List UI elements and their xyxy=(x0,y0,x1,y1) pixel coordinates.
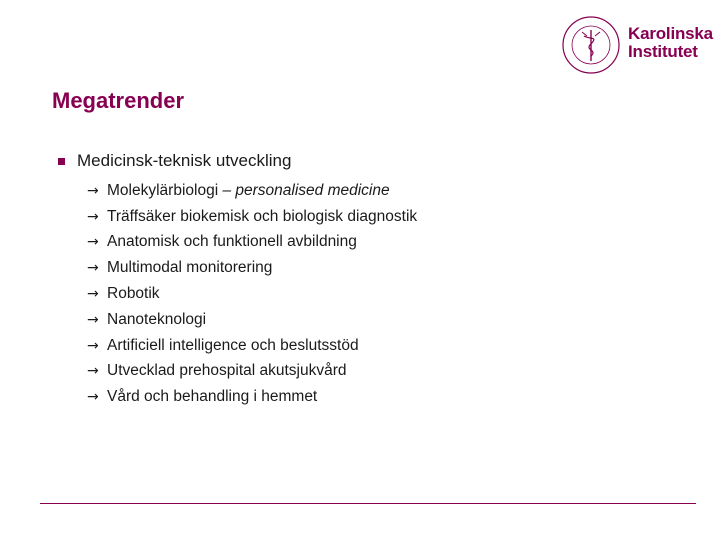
list-item-text: Molekylärbiologi – xyxy=(107,181,236,199)
right-arrow-icon: → xyxy=(87,389,99,406)
square-bullet-icon xyxy=(58,158,65,165)
list-item-text: Robotik xyxy=(107,285,160,303)
list-item xyxy=(87,281,698,307)
list-item xyxy=(87,359,698,385)
list-item xyxy=(87,384,698,410)
right-arrow-icon: → xyxy=(87,182,99,199)
right-arrow-icon: → xyxy=(87,311,99,328)
logo-line-2: Institutet xyxy=(628,42,698,61)
main-bullet xyxy=(58,150,698,172)
list-item-text: Vård och behandling i hemmet xyxy=(107,388,318,406)
sub-bullet-list xyxy=(58,178,698,410)
list-item-text: Utvecklad prehospital akutsjukvård xyxy=(107,362,347,380)
main-bullet-text: Medicinsk-teknisk utveckling xyxy=(77,151,292,170)
list-item-text: Multimodal monitorering xyxy=(107,259,273,277)
karolinska-logo xyxy=(560,14,720,76)
list-item-text: Nanoteknologi xyxy=(107,310,207,328)
list-item-text: Anatomisk och funktionell avbildning xyxy=(107,233,357,251)
list-item xyxy=(87,255,698,281)
right-arrow-icon: → xyxy=(87,208,99,225)
slide-title: Megatrender xyxy=(52,88,185,113)
right-arrow-icon: → xyxy=(87,260,99,277)
list-item-text: Träffsäker biokemisk och biologisk diagnostik xyxy=(107,207,418,225)
list-item xyxy=(87,230,698,256)
list-item-italic-text: personalised medicine xyxy=(235,181,390,199)
slide-content xyxy=(58,150,698,410)
logo-wordmark xyxy=(628,25,713,61)
logo-line-1: Karolinska xyxy=(628,24,713,43)
seal-icon xyxy=(560,14,622,76)
footer-divider xyxy=(40,503,696,504)
right-arrow-icon: → xyxy=(87,363,99,380)
list-item xyxy=(87,307,698,333)
right-arrow-icon: → xyxy=(87,286,99,303)
list-item xyxy=(87,333,698,359)
list-item-text: Artificiell intelligence och beslutsstöd xyxy=(107,336,359,354)
right-arrow-icon: → xyxy=(87,234,99,251)
list-item xyxy=(87,204,698,230)
right-arrow-icon: → xyxy=(87,337,99,354)
list-item xyxy=(87,178,698,204)
